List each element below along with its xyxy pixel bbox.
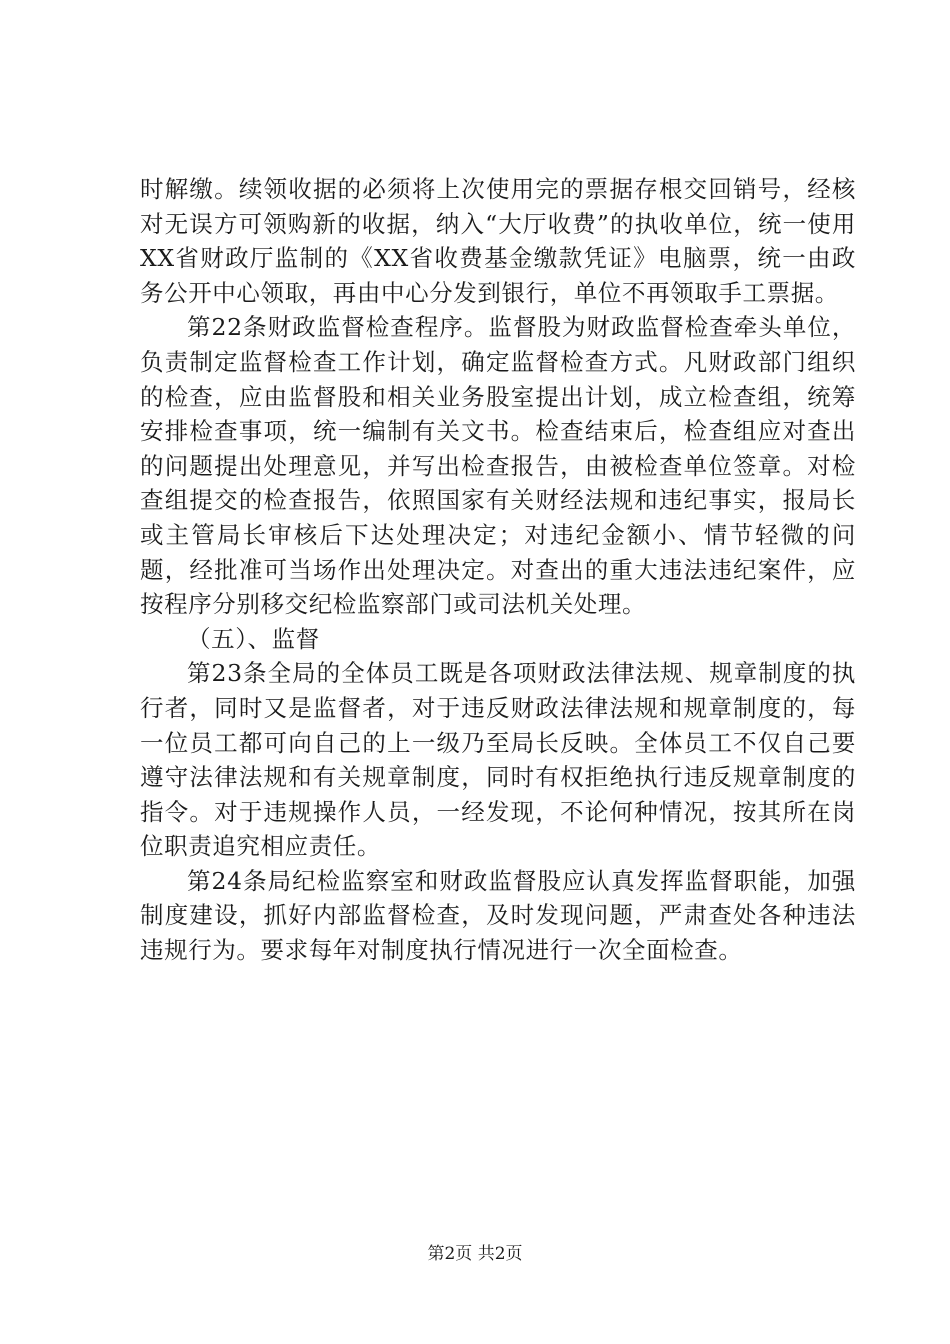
page-footer: 第2页 共2页 [427,1244,523,1264]
section-heading-supervision: （五）、监督 [187,624,320,653]
paragraph-article-23: 第23条全局的全体员工既是各项财政法律法规、规章制度的执行者，同时又是监督者，对于违反财政法律法规和规章制度的，每一位员工都可向自己的上一级乃至局长反映。全体员工不仅自己要遵守法律法规和有关规章制度，同时有权拒绝执行违反规章制度的指令。对于违规操作人员，一经发现，不论何种情况，按其所在岗位职责追究相应责任。 [140,659,856,861]
paragraph-article-24: 第24条局纪检监察室和财政监督股应认真发挥监督职能，加强制度建设，抓好内部监督检查，及时发现问题，严肃查处各种违法违规行为。要求每年对制度执行情况进行一次全面检查。 [140,866,856,965]
paragraph-fee-receipts: 时解缴。续领收据的必须将上次使用完的票据存根交回销号，经核对无误方可领购新的收据，纳入“大厅收费”的执收单位，统一使用XX省财政厅监制的《XX省收费基金缴款凭证》电脑票，统一由政务公开中心领取，再由中心分发到银行，单位不再领取手工票据。 [140,175,856,307]
document-body [140,172,856,968]
paragraph-article-22: 第22条财政监督检查程序。监督股为财政监督检查牵头单位，负责制定监督检查工作计划，确定监督检查方式。凡财政部门组织的检查，应由监督股和相关业务股室提出计划，成立检查组，统筹安排检查事项，统一编制有关文书。检查结束后，检查组应对查出的问题提出处理意见，并写出检查报告，由被检查单位签章。对检查组提交的检查报告，依照国家有关财经法规和违纪事实，报局长或主管局长审核后下达处理决定；对违纪金额小、情节轻微的问题，经批准可当场作出处理决定。对查出的重大违法违纪案件，应按程序分别移交纪检监察部门或司法机关处理。 [140,313,856,619]
